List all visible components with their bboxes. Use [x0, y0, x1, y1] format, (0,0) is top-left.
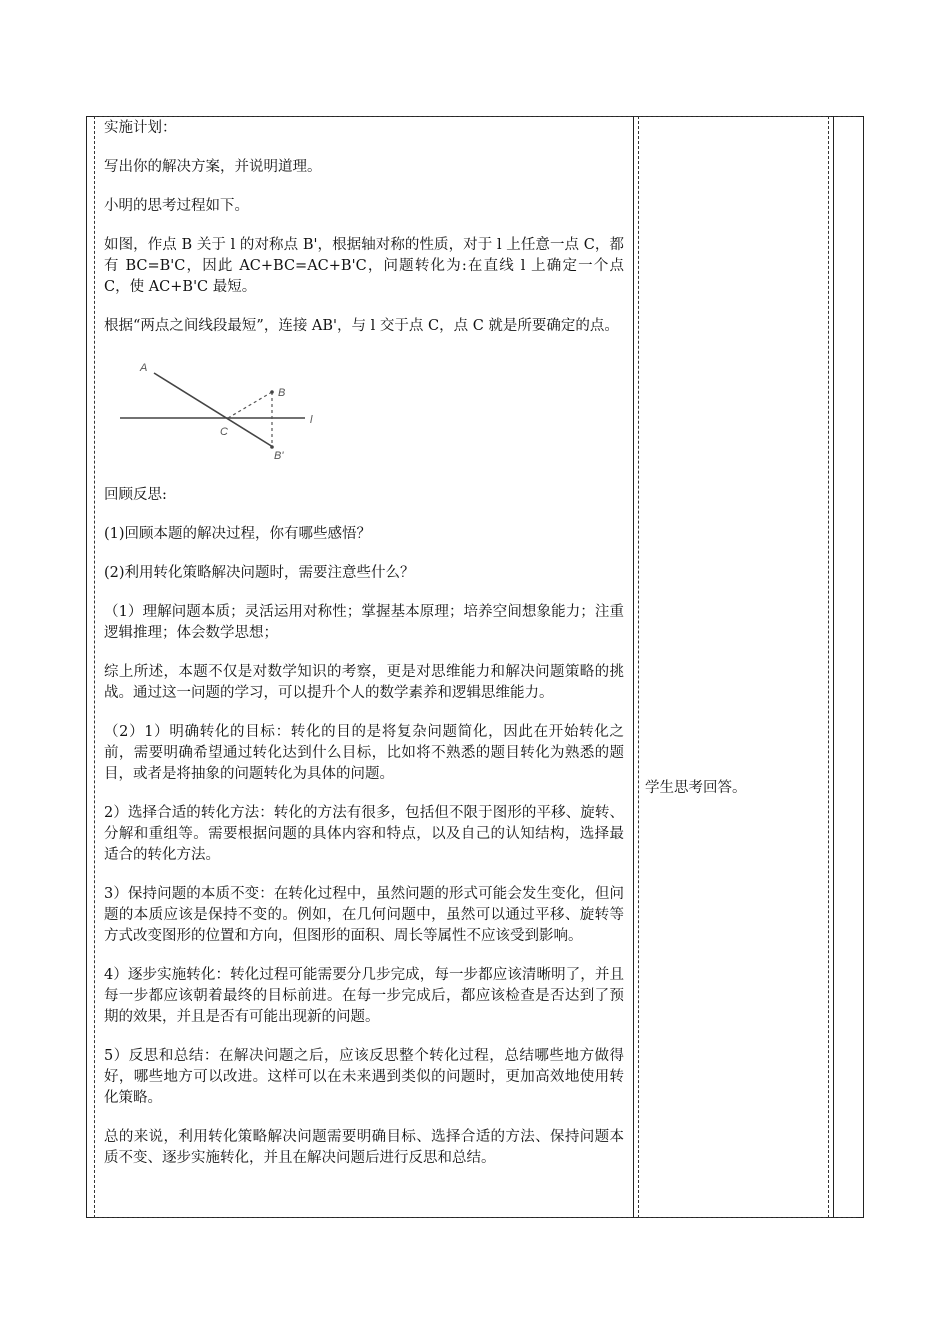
column-divider — [833, 116, 834, 1218]
label-c: C — [220, 426, 228, 438]
plan-heading: 实施计划： — [104, 120, 177, 136]
column-divider — [94, 116, 95, 1218]
column-divider — [828, 116, 829, 1218]
teaching-content-cell — [104, 118, 624, 1187]
plan-prompt: 写出你的解决方案，并说明道理。 — [104, 159, 322, 175]
point-b — [270, 390, 274, 394]
reasoning-paragraph: 如图，作点 B 关于 l 的对称点 B'，根据轴对称的性质，对于 l 上任意一点 C，都有 BC=B'C，因此 AC+BC=AC+B'C，问题转化为:在直线 l 上确定一个点 C，使 AC+B'C 最短。 — [104, 237, 624, 295]
question-2: (2)利用转化策略解决问题时，需要注意些什么？ — [104, 565, 415, 581]
label-l: l — [310, 414, 313, 426]
conclusion-paragraph: 根据“两点之间线段最短”，连接 AB'，与 l 交于点 C，点 C 就是所要确定的点。 — [104, 318, 619, 334]
label-b-prime: B' — [274, 450, 284, 462]
review-heading: 回顾反思: — [104, 487, 167, 503]
answer-2-item-2: 2）选择合适的转化方法：转化的方法有很多，包括但不限于图形的平移、旋转、分解和重组等。需要根据问题的具体内容和特点，以及自己的认知结构，选择最适合的转化方法。 — [104, 805, 624, 863]
answer-2-item-1: （2）1）明确转化的目标：转化的目的是将复杂问题简化，因此在开始转化之前，需要明确希望通过转化达到什么目标，比如将不熟悉的题目转化为熟悉的题目，或者是将抽象的问题转化为具体的问题。 — [104, 724, 624, 782]
segment-ab-prime — [154, 373, 273, 447]
answer-2-item-4: 4）逐步实施转化：转化过程可能需要分几步完成，每一步都应该清晰明了，并且每一步都应该朝着最终的目标前进。在每一步完成后，都应该检查是否达到了预期的效果，并且是否有可能出现新的问题。 — [104, 967, 624, 1025]
segment-cb-dashed — [228, 392, 272, 418]
label-a: A — [140, 362, 148, 374]
question-1: (1)回顾本题的解决过程，你有哪些感悟？ — [104, 526, 372, 542]
point-b-prime — [270, 445, 274, 449]
student-activity-text: 学生思考回答。 — [645, 780, 747, 796]
label-b: B — [278, 387, 286, 399]
final-summary: 总的来说，利用转化策略解决问题需要明确目标、选择合适的方法、保持问题本质不变、逐步实施转化，并且在解决问题后进行反思和总结。 — [104, 1129, 624, 1166]
summary-1: 综上所述，本题不仅是对数学知识的考察，更是对思维能力和解决问题策略的挑战。通过这一问题的学习，可以提升个人的数学素养和逻辑思维能力。 — [104, 664, 624, 701]
column-divider — [633, 116, 634, 1218]
answer-2-item-5: 5）反思和总结：在解决问题之后，应该反思整个转化过程，总结哪些地方做得好，哪些地方可以改进。这样可以在未来遇到类似的问题时，更加高效地使用转化策略。 — [104, 1048, 624, 1106]
xiaoming-intro: 小明的思考过程如下。 — [104, 198, 249, 214]
column-divider — [638, 116, 639, 1218]
answer-2-item-3: 3）保持问题的本质不变：在转化过程中，虽然问题的形式可能会发生变化，但问题的本质应该是保持不变的。例如，在几何问题中，虽然可以通过平移、旋转等方式改变图形的位置和方向，但图形的面积、周长等属性不应该受到影响。 — [104, 886, 624, 944]
answer-1: （1）理解问题本质；灵活运用对称性；掌握基本原理；培养空间想象能力；注重逻辑推理；体会数学思想； — [104, 604, 624, 641]
student-activity-cell — [645, 778, 747, 799]
symmetry-diagram — [110, 355, 320, 467]
